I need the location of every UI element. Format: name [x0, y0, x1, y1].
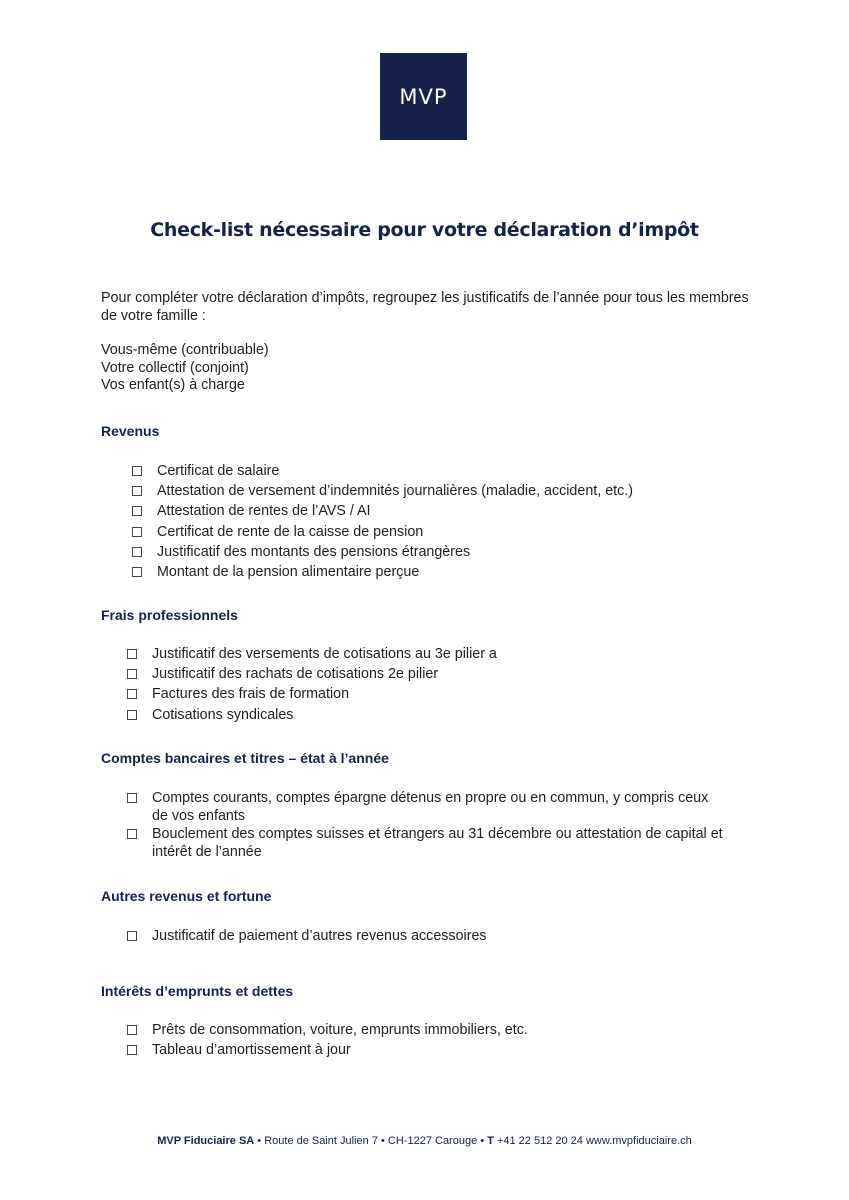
- footer-website-link[interactable]: www.mvpfiduciaire.ch: [585, 1135, 692, 1147]
- checkbox-icon[interactable]: [132, 567, 142, 577]
- section-heading-comptes-bancaires: Comptes bancaires et titres – état à l’année: [101, 750, 389, 766]
- checklist-frais-professionnels: [126, 646, 497, 724]
- checklist-item[interactable]: Comptes courants, comptes épargne détenus en propre ou en commun, y compris ceux de vos enfants: [126, 790, 726, 825]
- footer-city: CH-1227 Carouge: [387, 1135, 478, 1147]
- footer-phone: +41 22 512 20 24: [496, 1135, 583, 1147]
- checkbox-icon[interactable]: [127, 669, 137, 679]
- footer-company: MVP Fiduciaire SA: [157, 1135, 255, 1147]
- checkbox-icon[interactable]: [132, 466, 142, 476]
- checkbox-icon[interactable]: [132, 506, 142, 516]
- checkbox-icon[interactable]: [127, 931, 137, 941]
- checklist-item[interactable]: Justificatif de paiement d’autres revenus accessoires: [126, 928, 487, 946]
- checklist-item[interactable]: Certificat de salaire: [131, 463, 633, 481]
- logo-text: MVP: [399, 84, 448, 109]
- checklist-item[interactable]: Justificatif des versements de cotisations au 3e pilier a: [126, 646, 497, 664]
- checklist-item[interactable]: Attestation de rentes de l’AVS / AI: [131, 503, 633, 521]
- checkbox-icon[interactable]: [132, 486, 142, 496]
- checkbox-icon[interactable]: [127, 1025, 137, 1035]
- checklist-autres-revenus: [126, 928, 487, 946]
- section-heading-autres-revenus: Autres revenus et fortune: [101, 888, 272, 904]
- footer-phone-label: T: [487, 1135, 494, 1147]
- footer-address: Route de Saint Julien 7: [264, 1135, 378, 1147]
- checkbox-icon[interactable]: [127, 710, 137, 720]
- checklist-item[interactable]: Bouclement des comptes suisses et étrangers au 31 décembre ou attestation de capital et intérêt de l’année: [126, 826, 726, 861]
- checklist-item[interactable]: Montant de la pension alimentaire perçue: [131, 564, 633, 582]
- checklist-interets-emprunts: [126, 1022, 528, 1060]
- page-title: Check-list nécessaire pour votre déclaration d’impôt: [150, 219, 699, 241]
- section-heading-revenus: Revenus: [101, 423, 160, 439]
- checkbox-icon[interactable]: [127, 649, 137, 659]
- section-heading-interets-emprunts: Intérêts d’emprunts et dettes: [101, 983, 294, 999]
- checkbox-icon[interactable]: [132, 527, 142, 537]
- intro-paragraph: Pour compléter votre déclaration d’impôts, regroupez les justificatifs de l’année pour tous les membres de votre famille :: [101, 290, 749, 324]
- checkbox-icon[interactable]: [127, 689, 137, 699]
- checklist-item[interactable]: Tableau d’amortissement à jour: [126, 1042, 528, 1060]
- checklist-item[interactable]: Prêts de consommation, voiture, emprunts immobiliers, etc.: [126, 1022, 528, 1040]
- checklist-item[interactable]: Factures des frais de formation: [126, 686, 497, 704]
- member-item: Vos enfant(s) à charge: [101, 377, 245, 393]
- member-item: Votre collectif (conjoint): [101, 359, 249, 376]
- checklist-item[interactable]: Cotisations syndicales: [126, 707, 497, 725]
- checklist-item[interactable]: Certificat de rente de la caisse de pension: [131, 524, 633, 542]
- page-footer: MVP Fiduciaire SA • Route de Saint Julien 7 • CH-1227 Carouge • T +41 22 512 20 24 www.mvpfiduciaire.ch: [157, 1135, 692, 1147]
- checklist-item[interactable]: Attestation de versement d’indemnités journalières (maladie, accident, etc.): [131, 483, 633, 501]
- member-item: Vous-même (contribuable): [101, 342, 269, 358]
- checklist-item[interactable]: Justificatif des rachats de cotisations 2e pilier: [126, 666, 497, 684]
- checkbox-icon[interactable]: [132, 547, 142, 557]
- checkbox-icon[interactable]: [127, 1045, 137, 1055]
- checkbox-icon[interactable]: [127, 793, 137, 803]
- checklist-revenus: [131, 463, 633, 581]
- checkbox-icon[interactable]: [127, 829, 137, 839]
- members-list: [101, 342, 269, 395]
- checklist-item[interactable]: Justificatif des montants des pensions étrangères: [131, 544, 633, 562]
- section-heading-frais-professionnels: Frais professionnels: [101, 607, 238, 623]
- company-logo: [380, 53, 467, 140]
- checklist-comptes-bancaires: [126, 790, 726, 861]
